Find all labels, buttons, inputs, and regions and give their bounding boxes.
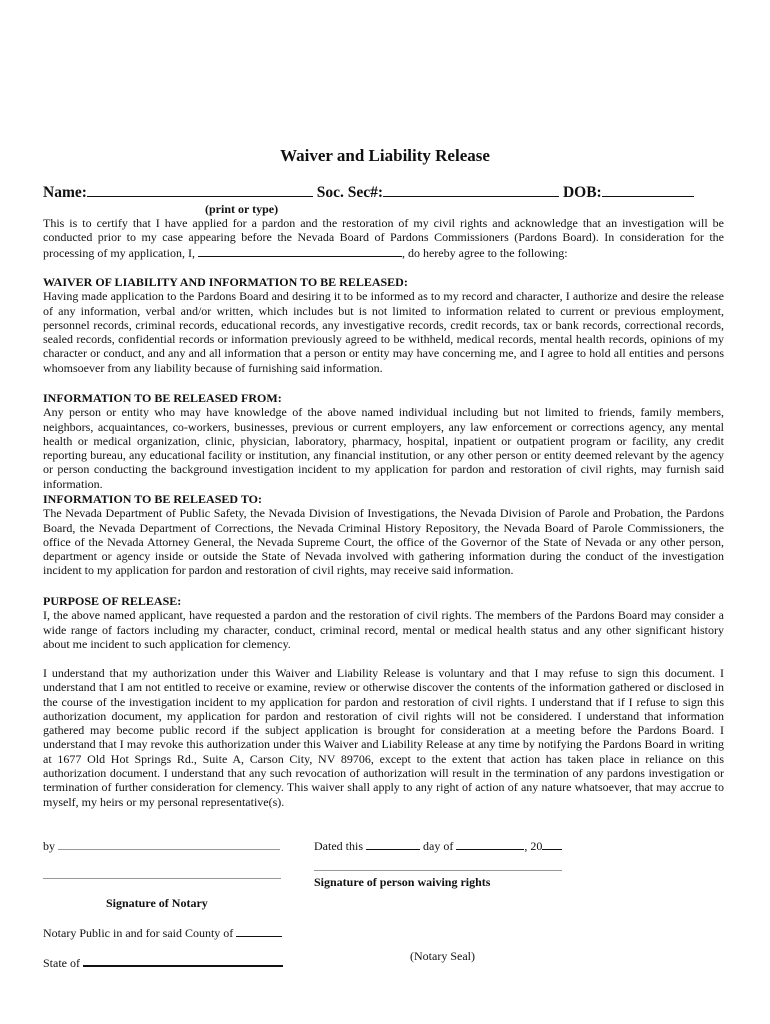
- state-line: [43, 954, 283, 971]
- by-label: by: [43, 839, 55, 853]
- dated-day-field[interactable]: [366, 838, 420, 850]
- name-field[interactable]: [87, 185, 313, 197]
- dated-prefix: Dated this: [314, 839, 363, 853]
- section-waiver: [43, 275, 724, 375]
- notary-county-line: [43, 925, 282, 941]
- document-title: Waiver and Liability Release: [280, 146, 490, 165]
- dated-year-field[interactable]: [542, 838, 562, 850]
- ssn-field[interactable]: [383, 185, 559, 197]
- waiver-signature-label: Signature of person waiving rights: [314, 875, 491, 889]
- notary-seal-label: (Notary Seal): [410, 949, 475, 963]
- section-purpose: [43, 594, 724, 651]
- section-released-from: [43, 391, 724, 491]
- dated-line: [314, 838, 562, 854]
- understanding-paragraph: I understand that my authorization under this Waiver and Liability Release is voluntary and that I may refuse to sign this document. I understand that I am not entitled to receive or examine, review or otherwise discover the contents of the information gathered or disclosed in the course of the investigation incident to my application for pardon and restoration of civil rights. I understand that if I refuse to sign this authorization document, my application for pardon and restoration of civil rights will not be considered. I understand that information gathered may become public record if the subject application is brought for consideration at a meeting before the Pardons Board. I understand that I may revoke this authorization under this Waiver and Liability Release at any time by notifying the Pardons Board in writing at 1677 Old Hot Springs Rd., Suite A, Carson City, NV 89706, except to the extent that action has taken place in reliance on this authorization document. I understand that any such revocation of authorization will result in the termination of any pardons investigation or termination of further consideration for clemency. This waiver shall apply to any right of action of any nature whatsoever, that may accrue to myself, my heirs or my personal representative(s).: [43, 666, 724, 809]
- certification-text: This is to certify that I have applied for a pardon and the restoration of my civil rights and acknowledge that an investigation will be conducted prior to my case appearing before the Nevada Board of Pardons Commissioners (Pardons Board). In consideration for the processing of my application, I,: [43, 216, 724, 260]
- certification-agree: , do hereby agree to the following:: [401, 245, 568, 260]
- section-heading: INFORMATION TO BE RELEASED TO:: [43, 492, 262, 506]
- section-body: Any person or entity who may have knowledge of the above named individual including but not limited to friends, family members, neighbors, acquaintances, co-workers, businesses, previous or current employers, any law enforcement or corrections agency, any mental health or medical organization, clinic, physician, laboratory, pharmacy, hospital, inpatient or outpatient program or facility, any credit reporting bureau, any educational facility or institution, any financial institution, or any other person or entity deemed relevant by the agency or person conducting the background investigation incident to my application for pardon and restoration of civil rights, may furnish said information.: [43, 405, 724, 491]
- section-body: I, the above named applicant, have requested a pardon and the restoration of civil rights. The members of the Pardons Board may consider a wide range of factors including my character, conduct, criminal record, mental or medical health status and any other significant history about me incident to such application for clemency.: [43, 608, 724, 651]
- notary-county-label: Notary Public in and for said County of: [43, 926, 234, 940]
- dob-field[interactable]: [602, 185, 694, 197]
- section-body: The Nevada Department of Public Safety, the Nevada Division of Investigations, the Nevada Division of Parole and Probation, the Pardons Board, the Nevada Department of Corrections, the Nevada Criminal History Repository, the Nevada Board of Parole Commissioners, the office of the Nevada Attorney General, the Nevada Supreme Court, the office of the Governor of the State of Nevada or any other person, department or agency inside or outside the State of Nevada involved with gathering information during the conduct of the investigation incident to my application for pardon and restoration of civil rights, may receive said information.: [43, 506, 724, 578]
- notary-signature-line[interactable]: [43, 878, 281, 879]
- by-line: [43, 838, 280, 854]
- section-released-to: [43, 492, 724, 578]
- by-field[interactable]: [58, 838, 280, 850]
- section-body: Having made application to the Pardons Board and desiring it to be informed as to my record and character, I authorize and desire the release of any information, verbal and/or written, which includes but is not limited to information related to current or previous employment, personnel records, criminal records, educational records, any investigative records, credit records, tax or bank records, correctional records, sealed records, confidential records or information previously agreed to be withheld, medical records, mental health records, opinions of my character or conduct, and any and all information that a person or entity may have concerning me, and I agree to hold all entities and persons whomsoever from any liability because of furnishing said information.: [43, 289, 724, 375]
- print-hint: (print or type): [205, 202, 279, 216]
- notary-signature-label: Signature of Notary: [106, 896, 208, 910]
- section-heading: INFORMATION TO BE RELEASED FROM:: [43, 391, 282, 405]
- applicant-name-field[interactable]: [198, 245, 402, 257]
- ssn-label: Soc. Sec#:: [316, 184, 384, 201]
- state-label: State of: [43, 956, 80, 970]
- waiver-signature-line[interactable]: [314, 870, 562, 871]
- dob-label: DOB:: [562, 184, 602, 201]
- notary-county-field[interactable]: [236, 925, 282, 937]
- identity-line: [43, 184, 733, 202]
- certification-paragraph: [43, 216, 724, 260]
- name-label: Name:: [43, 184, 87, 201]
- section-heading: PURPOSE OF RELEASE:: [43, 594, 182, 608]
- day-of-label: day of: [423, 839, 454, 853]
- dated-month-field[interactable]: [456, 838, 524, 850]
- year-prefix: , 20: [524, 839, 543, 853]
- section-heading: WAIVER OF LIABILITY AND INFORMATION TO BE RELEASED:: [43, 275, 408, 289]
- state-field[interactable]: [83, 954, 283, 967]
